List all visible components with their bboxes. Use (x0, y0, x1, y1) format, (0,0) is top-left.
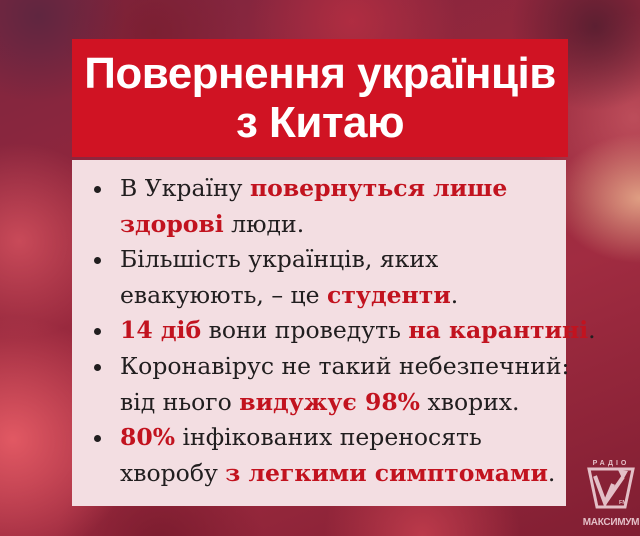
list-item (94, 420, 556, 491)
fm-label: FM (619, 500, 627, 506)
bullet-dot-icon (94, 328, 101, 335)
content-card (72, 160, 596, 506)
list-item (94, 349, 570, 420)
bullet-dot-icon (94, 435, 101, 442)
bullet-text-line: 14 діб вони проведуть на карантині. (120, 316, 596, 345)
radio-maximum-logo (582, 455, 640, 531)
logo-m-stroke (595, 476, 613, 503)
list-item (94, 171, 548, 242)
bullet-text-line: від нього видужує 98% хворих. (120, 387, 520, 416)
page-title-line2: з Китаю (235, 98, 405, 147)
bullet-text (120, 349, 570, 420)
bullet-text-line: В Україну повернуться лише (120, 174, 508, 202)
logo-arrowhead-icon (618, 470, 628, 480)
bullet-dot-icon (94, 364, 101, 371)
title-banner (72, 39, 568, 157)
bullet-text-line: здорові люди. (120, 209, 305, 238)
bullet-text (120, 420, 556, 491)
bullet-text-line: хворобу з легкими симптомами. (120, 458, 556, 487)
bullet-dot-icon (94, 186, 101, 193)
bullet-text-line: Більшість українців, яких (120, 245, 439, 274)
bullet-text (120, 171, 507, 242)
bullet-text (120, 242, 458, 313)
page-title-line1: Повернення українців (84, 49, 556, 98)
radio-label: РАДІО (592, 460, 630, 467)
bullet-dot-icon (94, 257, 101, 264)
bullet-text-line: евакуюють, – це студенти. (120, 280, 459, 309)
list-item (94, 242, 548, 313)
bullet-list (94, 171, 596, 491)
page-title (84, 49, 556, 147)
bullet-text (120, 313, 596, 349)
list-item (94, 313, 596, 349)
bullet-text-line: 80% інфікованих переносять (120, 423, 482, 452)
station-name: МАКСИМУМ (582, 517, 640, 528)
bullet-text-line: Коронавірус не такий небезпечний: (120, 351, 570, 380)
